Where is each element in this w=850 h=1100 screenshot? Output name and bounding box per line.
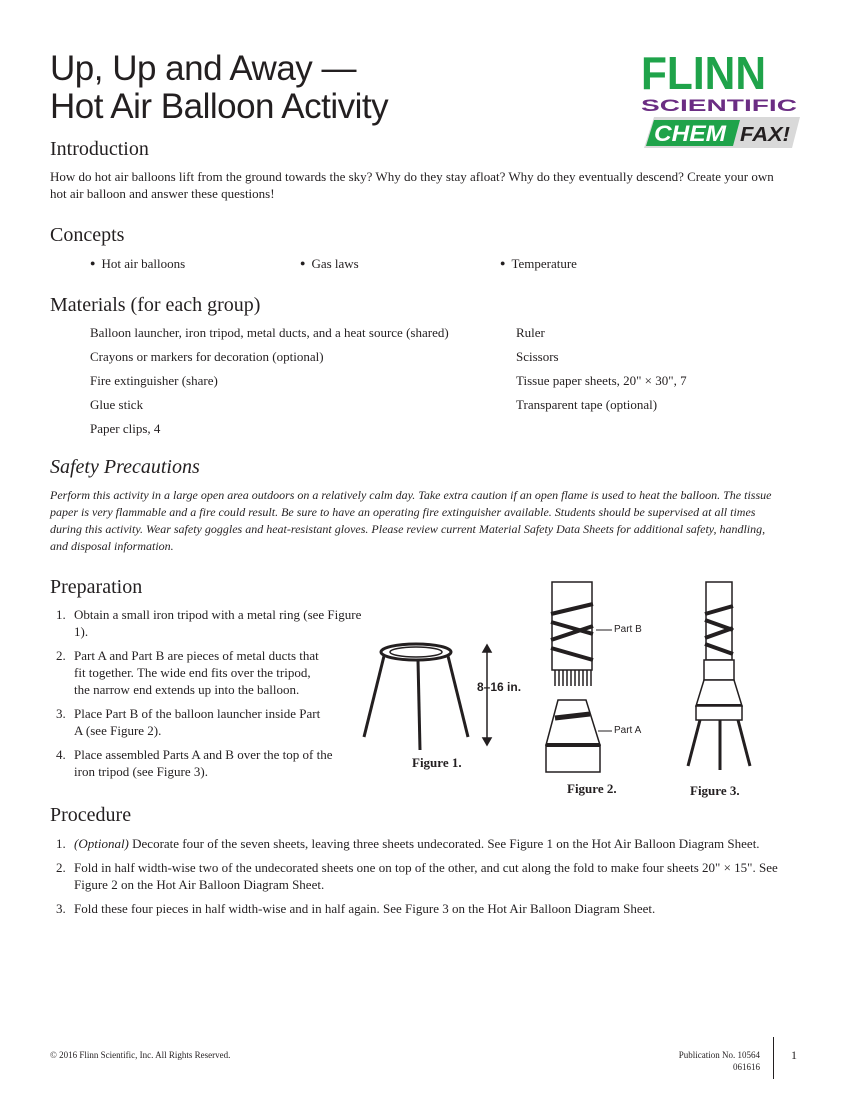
logo-brand: FLINN bbox=[641, 50, 766, 99]
figure-1-dimension bbox=[483, 645, 491, 745]
part-b-label: Part B bbox=[614, 624, 642, 635]
list-item: 1. Obtain a small iron tripod with a metal ring (see Figure 1). bbox=[56, 607, 362, 639]
list-item: 4. Place assembled Parts A and B over the top of the iron tripod (see Figure 3). bbox=[56, 747, 333, 779]
bullet-icon: ● bbox=[300, 258, 306, 268]
procedure-heading: Procedure bbox=[50, 804, 132, 826]
list-item: 1. (Optional) Decorate four of the seven sheets, leaving three sheets undecorated. See Figure 1 on the Hot Air Balloon Diagram Sheet. bbox=[56, 836, 760, 851]
material-item: Transparent tape (optional) bbox=[516, 397, 658, 412]
concept-item: ● Gas laws bbox=[300, 256, 359, 271]
list-item: 2. Part A and Part B are pieces of metal ducts that fit together. The wide end fits over the tripod, the narrow end extends up into the balloon. bbox=[56, 648, 319, 697]
material-item: Fire extinguisher (share) bbox=[90, 373, 218, 388]
list-item: 3. Fold these four pieces in half width-wise and in half again. See Figure 3 on the Hot Air Balloon Diagram Sheet. bbox=[56, 901, 656, 916]
introduction-text: How do hot air balloons lift from the ground towards the sky? Why do they stay afloat? Why do they eventually descend? Create your own hot air balloon and answer these questions! bbox=[50, 169, 774, 201]
part-a-label: Part A bbox=[614, 725, 642, 736]
safety-heading: Safety Precautions bbox=[50, 456, 200, 478]
figure-3-assembly bbox=[688, 582, 750, 770]
procedure-steps bbox=[50, 835, 780, 924]
material-item: Paper clips, 4 bbox=[90, 421, 161, 436]
material-item: Tissue paper sheets, 20" × 30", 7 bbox=[516, 373, 687, 388]
logo-fax: FAX! bbox=[740, 124, 791, 146]
figure-3-caption: Figure 3. bbox=[690, 783, 740, 798]
figure-1-tripod bbox=[364, 644, 468, 750]
bullet-icon: ● bbox=[90, 258, 96, 268]
figure-2-part-a bbox=[546, 700, 600, 772]
list-item: 2. Fold in half width-wise two of the undecorated sheets one on top of the other, and cut along the fold to make four sheets 20" × 15". See Figure 2 on the Hot Air Balloon Diagram Sheet. bbox=[56, 860, 778, 892]
title-line-1: Up, Up and Away — bbox=[50, 49, 357, 88]
title-line-2: Hot Air Balloon Activity bbox=[50, 87, 389, 126]
figure-1-caption: Figure 1. bbox=[412, 755, 462, 770]
preparation-heading: Preparation bbox=[50, 576, 143, 598]
figure-2-leaders bbox=[596, 630, 612, 731]
flinn-chemfax-logo bbox=[640, 50, 800, 150]
footer-divider bbox=[773, 1037, 774, 1079]
concept-item: ● Hot air balloons bbox=[90, 256, 186, 271]
concepts-list bbox=[0, 255, 850, 273]
material-item: Glue stick bbox=[90, 397, 144, 412]
copyright: © 2016 Flinn Scientific, Inc. All Rights Reserved. bbox=[50, 1050, 231, 1060]
materials-heading: Materials (for each group) bbox=[50, 294, 261, 316]
publication-number: Publication No. 10564 bbox=[678, 1050, 760, 1060]
logo-sub: SCIENTIFIC bbox=[641, 96, 797, 115]
figure-2-part-b bbox=[551, 582, 593, 686]
publication-code: 061616 bbox=[733, 1062, 760, 1072]
preparation-steps bbox=[50, 606, 362, 787]
material-item: Scissors bbox=[516, 349, 559, 364]
figure-1-dimension-label: 8–16 in. bbox=[477, 680, 522, 694]
material-item: Crayons or markers for decoration (optional) bbox=[90, 349, 324, 364]
safety-text: Perform this activity in a large open area outdoors on a relatively calm day. Take extra caution if an open flame is used to heat the balloon. The tissue paper is very flammable and a fire could result. Be sure to have an operating fire extinguisher available. Students should be supervised at all times during this activity. Wear safety goggles and heat-resistant gloves. Please review current Material Safety Data Sheets for additional safety, handling, and disposal information. bbox=[50, 488, 772, 553]
concepts-heading: Concepts bbox=[50, 224, 125, 246]
figure-2-caption: Figure 2. bbox=[567, 781, 617, 796]
logo-chem: CHEM bbox=[654, 121, 727, 146]
introduction-heading: Introduction bbox=[50, 138, 149, 160]
bullet-icon: ● bbox=[500, 258, 506, 268]
material-item: Balloon launcher, iron tripod, metal ducts, and a heat source (shared) bbox=[90, 325, 449, 340]
list-item: 3. Place Part B of the balloon launcher inside Part A (see Figure 2). bbox=[56, 706, 321, 738]
page-number: 1 bbox=[791, 1048, 797, 1062]
concept-item: ● Temperature bbox=[500, 256, 577, 271]
page-title bbox=[50, 50, 388, 126]
material-item: Ruler bbox=[516, 325, 545, 340]
